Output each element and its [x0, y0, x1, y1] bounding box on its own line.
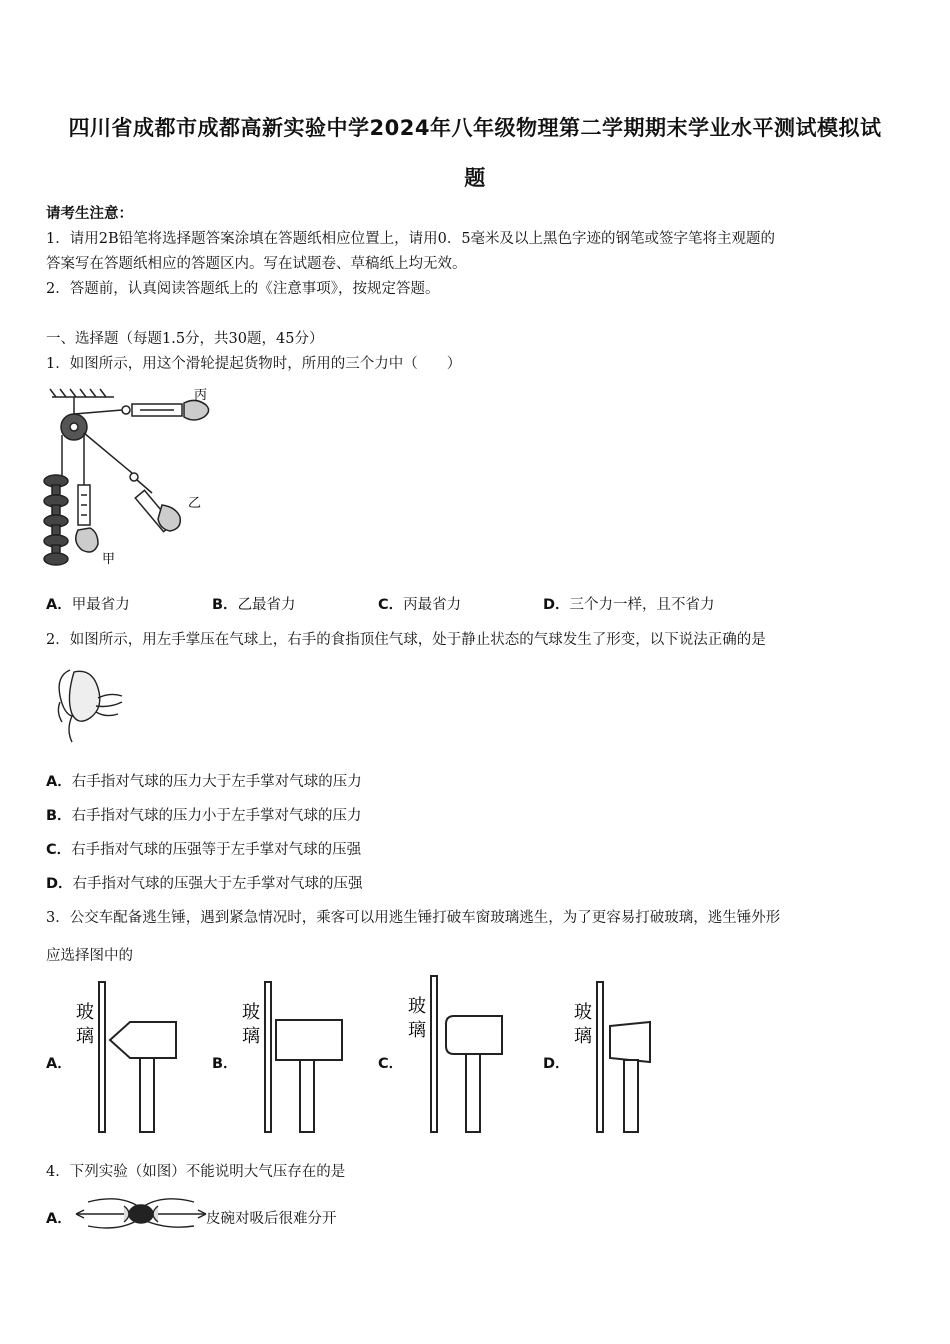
- suction-cups-figure: [74, 1192, 208, 1232]
- option-text: 三个力一样，且不省力: [569, 597, 715, 613]
- page-title: 四川省成都市成都高新实验中学2024年八年级物理第二学期期末学业水平测试模拟试: [68, 116, 882, 140]
- option-label: B．: [212, 597, 238, 613]
- q1-option-c[interactable]: [378, 593, 461, 614]
- option-text: 皮碗对吸后很难分开: [206, 1211, 337, 1227]
- option-label: C．: [378, 597, 404, 613]
- q1-option-d[interactable]: [543, 593, 715, 614]
- glass-label: 璃: [408, 1020, 426, 1041]
- q3-option-c[interactable]: [378, 1052, 403, 1073]
- q3-option-b[interactable]: [212, 1052, 238, 1073]
- option-text: 右手指对气球的压强等于左手掌对气球的压强: [71, 842, 362, 858]
- q1-option-a[interactable]: [46, 593, 130, 614]
- q4-option-a[interactable]: [206, 1207, 337, 1228]
- option-label: A．: [46, 597, 72, 613]
- option-label: D．: [543, 1056, 570, 1072]
- notice-item-1: 1．请用2B铅笔将选择题答案涂填在答题纸相应位置上，请用0．5毫米及以上黑色字迹的钢笔或签字笔将主观题的: [46, 231, 776, 247]
- question-3-stem-continued: 应选择图中的: [46, 948, 133, 964]
- glass-label: 玻: [76, 1002, 94, 1023]
- q4-option-a-label[interactable]: [46, 1207, 72, 1228]
- question-3-stem: 3．公交车配备逃生锤，遇到紧急情况时，乘客可以用逃生锤打破车窗玻璃逃生，为了更容易打破玻璃，逃生锤外形: [46, 910, 781, 926]
- hammer-b-figure[interactable]: [240, 978, 350, 1138]
- glass-label: 璃: [242, 1026, 260, 1047]
- glass-label: 玻: [408, 996, 426, 1017]
- option-label: A．: [46, 1056, 72, 1072]
- notice-heading: 请考生注意：: [46, 205, 133, 222]
- q2-option-d[interactable]: [46, 872, 363, 893]
- option-label: D．: [543, 597, 570, 613]
- question-1-stem: 1．如图所示，用这个滑轮提起货物时，所用的三个力中（ ）: [46, 356, 462, 372]
- q2-option-a[interactable]: [46, 770, 362, 791]
- glass-label: 玻: [242, 1002, 260, 1023]
- notice-item-1-continued: 答案写在答题纸相应的答题区内。写在试题卷、草稿纸上均无效。: [46, 256, 467, 272]
- label-bing: 丙: [194, 388, 208, 403]
- notice-item-2: 2．答题前，认真阅读答题纸上的《注意事项》，按规定答题。: [46, 281, 440, 297]
- option-text: 乙最省力: [237, 597, 296, 613]
- glass-label: 璃: [574, 1026, 592, 1047]
- option-label: D．: [46, 876, 73, 892]
- hammer-d-figure[interactable]: [572, 978, 682, 1138]
- balloon-figure: [52, 662, 132, 747]
- q2-option-b[interactable]: [46, 804, 362, 825]
- question-4-stem: 4．下列实验（如图）不能说明大气压存在的是: [46, 1164, 346, 1180]
- option-label: B．: [212, 1056, 238, 1072]
- hammer-a-figure[interactable]: [74, 978, 184, 1138]
- page-title-continued: 题: [464, 166, 486, 190]
- label-jia: 甲: [102, 552, 116, 567]
- glass-label: 璃: [76, 1026, 94, 1047]
- option-label: C．: [46, 842, 72, 858]
- option-text: 甲最省力: [71, 597, 130, 613]
- option-text: 右手指对气球的压力小于左手掌对气球的压力: [71, 808, 362, 824]
- option-label: B．: [46, 808, 72, 824]
- option-label: A．: [46, 1211, 72, 1227]
- section-heading: 一、选择题（每题1.5分，共30题，45分）: [46, 331, 324, 347]
- q3-option-a[interactable]: [46, 1052, 72, 1073]
- q3-option-d[interactable]: [543, 1052, 570, 1073]
- option-text: 丙最省力: [403, 597, 462, 613]
- hammer-c-figure[interactable]: [406, 972, 516, 1137]
- q2-option-c[interactable]: [46, 838, 361, 859]
- glass-label: 玻: [574, 1002, 592, 1023]
- q1-option-b[interactable]: [212, 593, 296, 614]
- option-text: 右手指对气球的压力大于左手掌对气球的压力: [71, 774, 362, 790]
- label-yi: 乙: [188, 496, 202, 511]
- pulley-figure: [44, 385, 224, 580]
- question-2-stem: 2．如图所示，用左手掌压在气球上，右手的食指顶住气球，处于静止状态的气球发生了形变，以下说法正确的是: [46, 632, 766, 648]
- option-text: 右手指对气球的压强大于左手掌对气球的压强: [72, 876, 363, 892]
- option-label: A．: [46, 774, 72, 790]
- option-label: C．: [378, 1056, 404, 1072]
